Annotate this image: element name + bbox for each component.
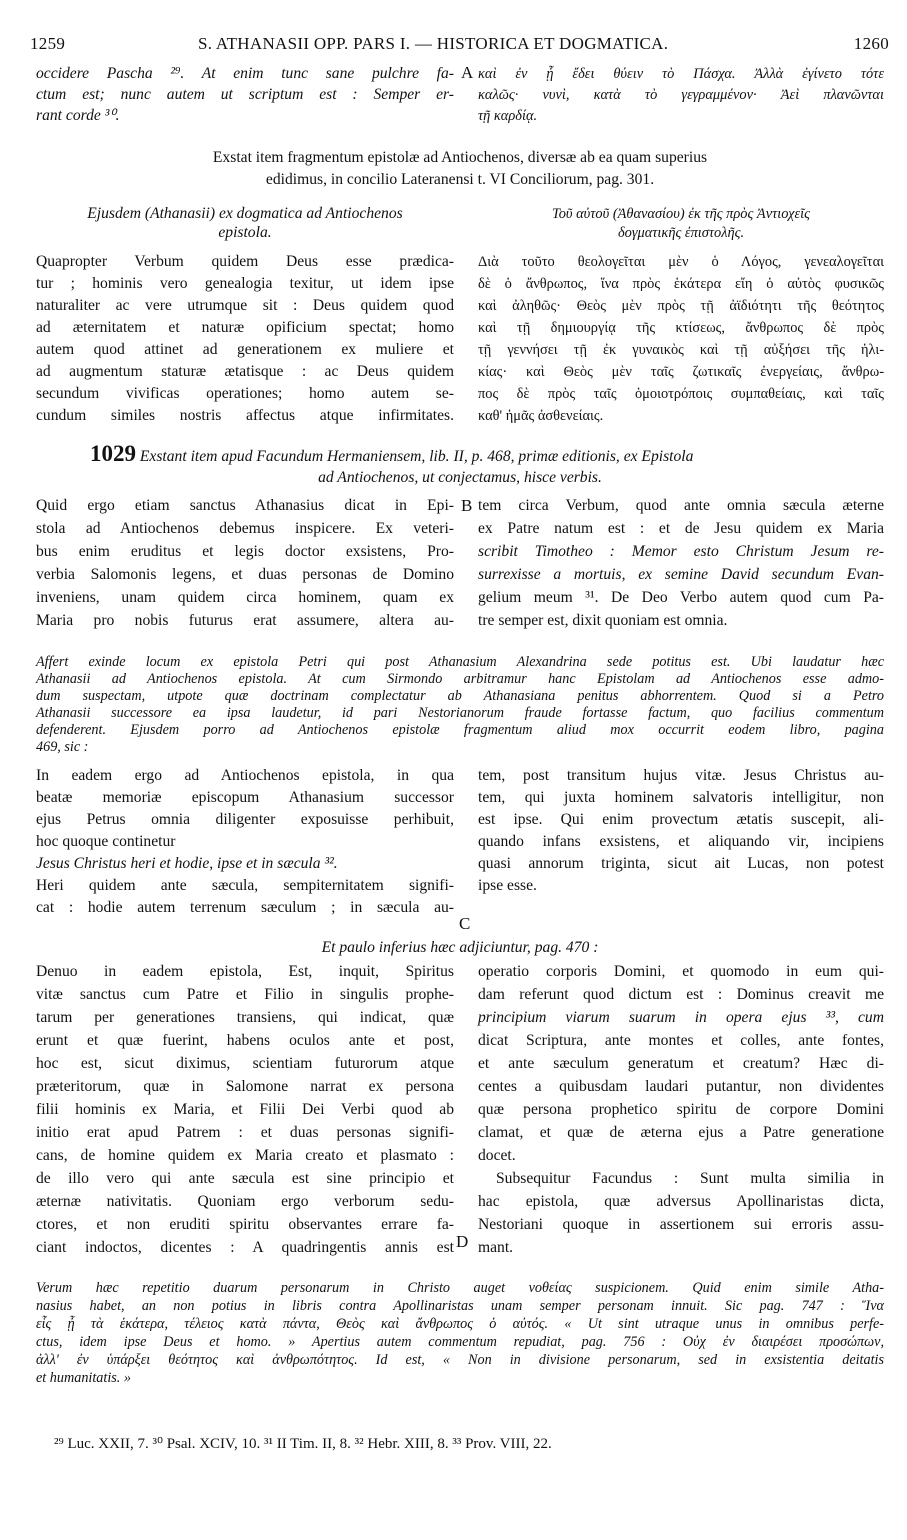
text-line: Denuo in eadem epistola, Est, inquit, Spiritus bbox=[36, 963, 454, 980]
text-line: Subsequitur Facundus : Sunt multa similia in bbox=[496, 1170, 884, 1187]
text-line: epistola. bbox=[218, 224, 272, 241]
text-line: δὲ ὁ ἄνθρωπος, ἵνα πρὸς ἑκάτερα εἴη ὁ αὐτὸς φυσικῶς bbox=[478, 276, 884, 292]
text-line: Τοῦ αὐτοῦ (Ἀθανασίου) ἐκ τῆς πρὸς Ἀντιοχεῖς bbox=[552, 206, 810, 222]
text-line: Et paulo inferius hæc adjiciuntur, pag. 470 : bbox=[321, 939, 599, 956]
text-line: bus enim eruditus et legis doctor exsistens, Pro- bbox=[36, 543, 454, 560]
latin-col-1 bbox=[36, 64, 454, 128]
text-line: centes a quibusdam laudari putantur, non dividentes bbox=[478, 1078, 884, 1095]
editorial-note-3 bbox=[36, 652, 884, 764]
text-line: tur ; hominis vero genealogia texitur, ut idem ipse bbox=[36, 275, 454, 292]
text-line: tem, qui juxta hominem salvatoris intelligitur, non bbox=[478, 789, 884, 806]
footnotes bbox=[36, 1434, 884, 1458]
text-line: surrexisse a mortuis, ex semine David secundum Evan- bbox=[478, 566, 884, 583]
latin-col-5-right bbox=[478, 962, 884, 1262]
text-line: εἷς ᾖ τὰ ἑκάτερα, τέλειος κατὰ πάντα, Θεὸς καὶ ἄνθρωπος ὁ αὐτός. « Ut sint utraque unus in omnibus perfe- bbox=[36, 1316, 884, 1332]
editorial-note-2 bbox=[36, 441, 884, 490]
text-line bbox=[90, 441, 884, 467]
text-line: gelium meum ³¹. De Deo Verbo autem quod cum Pa- bbox=[478, 589, 884, 606]
text-line: quæ persona prophetico spiritu de corpore Domini bbox=[478, 1101, 884, 1118]
text-line: nasius habet, an non potius in libris contra Apollinaristas unam semper personam innuit. Sic pag. 747 : Ἵνα bbox=[36, 1298, 884, 1314]
text-line: inveniens, unam quidem circa hominem, quam ex bbox=[36, 589, 454, 606]
text-line: Quapropter Verbum quidem Deus esse prædica- bbox=[36, 253, 454, 270]
text-line: Ejusdem (Athanasii) ex dogmatica ad Antiochenos bbox=[87, 205, 403, 222]
latin-col-5 bbox=[36, 962, 454, 1262]
text-line: ctum est; nunc autem ut scriptum est : Semper er- bbox=[36, 86, 454, 103]
footnote-line: ²⁹ Luc. XXII, 7. ³⁰ Psal. XCIV, 10. ³¹ II Tim. II, 8. ³² Hebr. XIII, 8. ³³ Prov. VIII, 22. bbox=[54, 1436, 552, 1452]
margin-letter-b: B bbox=[461, 496, 473, 515]
editorial-note-4 bbox=[36, 938, 884, 960]
text-line: est ipse. Qui enim provectum ætatis suscepit, ali- bbox=[478, 811, 884, 828]
text-line: autem quod attinet ad generationem ex muliere et bbox=[36, 341, 454, 358]
text-line: docet. bbox=[478, 1147, 516, 1164]
greek-heading bbox=[478, 204, 884, 244]
text-line: Quid ergo etiam sanctus Athanasius dicat in Epi- bbox=[36, 497, 454, 514]
text-line: ciant indoctos, dicentes : A quadringentis annis est bbox=[36, 1239, 454, 1256]
text-line: rant corde ³⁰. bbox=[36, 107, 120, 124]
text-line: et ante sæculum generatum et creatum? Hæc di- bbox=[478, 1055, 884, 1072]
text-line: τῇ καρδίᾳ. bbox=[478, 108, 538, 124]
greek-col-2 bbox=[478, 252, 884, 432]
text-line: Affert exinde locum ex epistola Petri qui post Athanasium Alexandrina sede potitus est. Ubi laudatur hæc bbox=[36, 654, 884, 670]
text-line: tre semper est, dixit quoniam est omnia. bbox=[478, 612, 728, 629]
text-line: erunt et quæ fuerint, habens oculos ante et post, bbox=[36, 1032, 454, 1049]
text-line: καλῶς· νυνὶ, κατὰ τὸ γεγραμμένον· Ἀεὶ πλανῶνται bbox=[478, 87, 884, 103]
text-line: καθ' ἡμᾶς ἀσθενείαις. bbox=[478, 408, 604, 424]
text-line: Verum hæc repetitio duarum personarum in Christo auget νοθείας suspicionem. Quid enim simile Atha- bbox=[36, 1280, 884, 1296]
text-line: tem, post transitum hujus vitæ. Jesus Christus au- bbox=[478, 767, 884, 784]
text-line: occidere Pascha ²⁹. At enim tunc sane pulchre fa- bbox=[36, 65, 454, 82]
latin-col-3-right bbox=[478, 496, 884, 636]
text-line: dam referunt quod dictum est : Dominus creavit me bbox=[478, 986, 884, 1003]
text-line: Exstat item fragmentum epistolæ ad Antiochenos, diversæ ab ea quam superius bbox=[212, 149, 708, 166]
text-line: πος δὲ πρὸς ταῖς ὁμοιοτρόποις συμπαθείαις, καὶ ταῖς bbox=[478, 386, 884, 402]
text-line: Maria pro nobis futurus erat assumere, altera au- bbox=[36, 612, 454, 629]
text-line: In eadem ergo ad Antiochenos epistola, in qua bbox=[36, 767, 454, 784]
text-line: ad augmentum staturæ ætatisque : ac Deus quidem bbox=[36, 363, 454, 380]
text-line: ipse esse. bbox=[478, 877, 537, 894]
text-line: hac epistola, quæ adversus Apollinaristas dicta, bbox=[478, 1193, 884, 1210]
text-line: principium viarum suarum in opera ejus ³³, cum bbox=[478, 1009, 884, 1026]
text-line: καὶ ἀληθῶς· Θεὸς μὲν πρὸς τῇ ἀϊδιότητι τῆς θεότητος bbox=[478, 298, 884, 314]
text-line: cundum similes nostris affectus atque infirmitates. bbox=[36, 407, 454, 424]
latin-col-3 bbox=[36, 496, 454, 636]
text-line: filii hominis ex Maria, et Filii Dei Verbi quod ab bbox=[36, 1101, 454, 1118]
page-header bbox=[30, 34, 889, 56]
greek-col-1 bbox=[478, 64, 884, 128]
text-line: dum suspectam, utpote quæ doctrinam complectatur ab Athanasiana penitus abhorrentem. Quod si a Petro bbox=[36, 688, 884, 704]
text-line: quando infans exsistens, et aliquando vir, incipiens bbox=[478, 833, 884, 850]
text-line: καὶ τῇ δημιουργίᾳ τῆς κτίσεως, ἄνθρωπος δὲ πρὸς bbox=[478, 320, 884, 336]
latin-col-4 bbox=[36, 766, 454, 936]
text-line: clamat, et quæ de æterna ejus a Patre generatione bbox=[478, 1124, 884, 1141]
text-line: quasi annorum triginta, sicut ait Lucas, non potest bbox=[478, 855, 884, 872]
editorial-note-1 bbox=[36, 148, 884, 192]
text-line: naturaliter ac vere utrumque sit : Deus quidem quod bbox=[36, 297, 454, 314]
text-line: ad æternitatem et naturæ opificium spectat; homo bbox=[36, 319, 454, 336]
text-line: tarum per generationes transiens, qui indicat, quæ bbox=[36, 1009, 454, 1026]
margin-letter-d: D bbox=[456, 1232, 469, 1251]
text-line: Heri quidem ante sæcula, sempiternitatem signifi- bbox=[36, 877, 454, 894]
text-line: Jesus Christus heri et hodie, ipse et in sæcula ³². bbox=[36, 855, 338, 872]
text-line: Nestoriani quoque in assertionem sui erroris assu- bbox=[478, 1216, 884, 1233]
text-line: καὶ ἐν ᾗ ἔδει θύειν τὸ Πάσχα. Ἀλλὰ ἐγίνετο τότε bbox=[478, 66, 884, 82]
text-line: Athanasii ad Antiochenos epistola. At cum Sirmondo arbitramur hanc Epistolam ad Antiochenos esse admo- bbox=[36, 671, 884, 687]
text-line: initio erat apud Patrem : et duas personas signifi- bbox=[36, 1124, 454, 1141]
text-line: vitæ sanctus cum Patre et Filio in singulis prophe- bbox=[36, 986, 454, 1003]
text-line: ejus Petrus omnia diligenter exposuisse perhibuit, bbox=[36, 811, 454, 828]
text-line: ex Patre natum est : et de Jesu quidem ex Maria bbox=[478, 520, 884, 537]
editorial-note-5 bbox=[36, 1278, 884, 1396]
latin-col-4-right bbox=[478, 766, 884, 906]
text-line: operatio corporis Domini, et quomodo in eum qui- bbox=[478, 963, 884, 980]
column-number: 1029 bbox=[90, 441, 136, 466]
text-line: τῇ γεννήσει τῇ ἐκ γυναικὸς καὶ τῇ αὐξήσει τῆς ἡλι- bbox=[478, 342, 884, 358]
text-line: 469, sic : bbox=[36, 739, 89, 755]
text-line: præteritorum, quæ in Salomone narrat ex persona bbox=[36, 1078, 454, 1095]
text-line: defenderent. Ejusdem porro ad Antiochenos epistolæ fragmentum aliud mox occurrit eodem libro, pagina bbox=[36, 722, 884, 738]
text-line: æternæ nativitatis. Quoniam ergo verborum sedu- bbox=[36, 1193, 454, 1210]
text-line: beatæ memoriæ episcopum Athanasium successor bbox=[36, 789, 454, 806]
text-line: secundum vivificas operationes; homo autem se- bbox=[36, 385, 454, 402]
text-line: stola ad Antiochenos debemus inspicere. Ex veteri- bbox=[36, 520, 454, 537]
text-line: edidimus, in concilio Lateranensi t. VI Conciliorum, pag. 301. bbox=[265, 171, 655, 188]
text-line: dicat Scriptura, ante montes et colles, ante fontes, bbox=[478, 1032, 884, 1049]
text-line: hoc quoque continetur bbox=[36, 833, 176, 850]
text-line: ad Antiochenos, ut conjectamus, hisce verbis. bbox=[318, 469, 602, 486]
text-line: κίας· καὶ Θεὸς μὲν ταῖς ζωτικαῖς ἐνεργείαις, ἄνθρω- bbox=[478, 364, 884, 380]
text-line: Διὰ τοῦτο θεολογεῖται μὲν ὁ Λόγος, γενεαλογεῖται bbox=[478, 254, 884, 270]
page-number-left: 1259 bbox=[30, 34, 66, 53]
margin-letter-c: C bbox=[459, 914, 471, 933]
text-line: tem circa Verbum, quod ante omnia sæcula æterne bbox=[478, 497, 884, 514]
text-line: verbia Salomonis legens, et duas personas de Domino bbox=[36, 566, 454, 583]
text-line: δογματικῆς ἐπιστολῆς. bbox=[617, 225, 745, 241]
latin-heading bbox=[36, 204, 454, 244]
text-line: de illo vero qui ante sæcula est sine principio et bbox=[36, 1170, 454, 1187]
text-line: ctores, et non eruditi spiritu observantes errare fa- bbox=[36, 1216, 454, 1233]
text-line: ctus, idem ipse Deus et homo. » Apertius autem commentum repudiat, pag. 756 : Οὐχ ἐν διαιρέσει προσώπων, bbox=[36, 1334, 884, 1350]
text-line: et humanitatis. » bbox=[36, 1370, 131, 1386]
running-title: S. ATHANASII OPP. PARS I. — HISTORICA ET DOGMATICA. bbox=[198, 34, 669, 53]
note-text: Exstant item apud Facundum Hermaniensem, lib. II, p. 468, primæ editionis, ex Epistola bbox=[139, 448, 694, 465]
text-line: cat : hodie autem terrenum sæculum ; in sæcula au- bbox=[36, 899, 454, 916]
text-line: ἀλλ' ἐν ὑπάρξει θεότητος καὶ ἀνθρωπότητος. Id est, « Non in divisione personarum, sed in exsistentia deitatis bbox=[36, 1352, 884, 1368]
text-line: hoc est, sicut diximus, scientiam futurorum atque bbox=[36, 1055, 454, 1072]
text-line: cans, de homine quidem ex Maria creato et plasmato : bbox=[36, 1147, 454, 1164]
text-line: Athanasii successore ea ipsa laudetur, id pari Nestorianorum fraude fortasse factum, quo facilius commentum bbox=[36, 705, 884, 721]
margin-letter-a: A bbox=[461, 63, 474, 82]
text-line: mant. bbox=[478, 1239, 514, 1256]
latin-col-2 bbox=[36, 252, 454, 432]
text-line: scribit Timotheo : Memor esto Christum Jesum re- bbox=[478, 543, 884, 560]
page-number-right: 1260 bbox=[853, 34, 889, 53]
